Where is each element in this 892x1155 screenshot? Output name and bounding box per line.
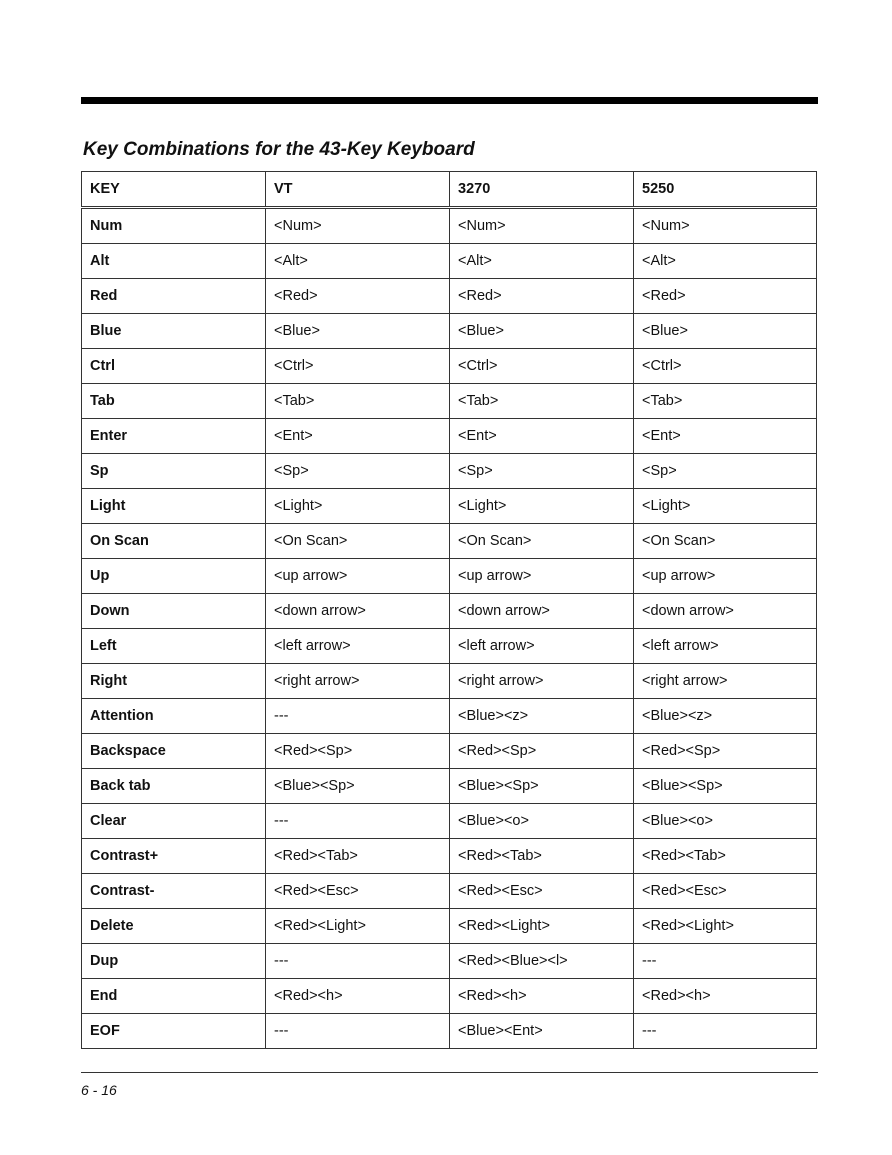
cell-vt: <Ctrl> <box>266 349 450 384</box>
cell-vt: <Alt> <box>266 244 450 279</box>
table-row <box>82 349 817 384</box>
table-row <box>82 279 817 314</box>
cell-5250: --- <box>634 1014 817 1049</box>
cell-3270: <Red> <box>450 279 634 314</box>
cell-key: Sp <box>82 454 266 489</box>
cell-3270: <Red><Esc> <box>450 874 634 909</box>
cell-key: Contrast+ <box>82 839 266 874</box>
table-row <box>82 524 817 559</box>
cell-5250: <down arrow> <box>634 594 817 629</box>
cell-5250: <left arrow> <box>634 629 817 664</box>
cell-5250: <Num> <box>634 208 817 244</box>
table-row <box>82 909 817 944</box>
table-row <box>82 244 817 279</box>
key-combinations-table <box>81 171 817 1049</box>
cell-vt: <down arrow> <box>266 594 450 629</box>
cell-key: Enter <box>82 419 266 454</box>
cell-vt: <Sp> <box>266 454 450 489</box>
cell-3270: <down arrow> <box>450 594 634 629</box>
cell-key: Right <box>82 664 266 699</box>
cell-3270: <up arrow> <box>450 559 634 594</box>
table-row <box>82 979 817 1014</box>
cell-key: Contrast- <box>82 874 266 909</box>
cell-vt: <On Scan> <box>266 524 450 559</box>
cell-key: Red <box>82 279 266 314</box>
cell-key: Num <box>82 208 266 244</box>
cell-5250: <up arrow> <box>634 559 817 594</box>
table-row <box>82 594 817 629</box>
cell-key: Dup <box>82 944 266 979</box>
cell-3270: <Light> <box>450 489 634 524</box>
cell-3270: <Red><Tab> <box>450 839 634 874</box>
cell-3270: <Red><Light> <box>450 909 634 944</box>
cell-5250: <Tab> <box>634 384 817 419</box>
cell-key: Blue <box>82 314 266 349</box>
table-header-row <box>82 172 817 208</box>
table-row <box>82 944 817 979</box>
cell-key: Down <box>82 594 266 629</box>
cell-vt: --- <box>266 944 450 979</box>
cell-3270: <Alt> <box>450 244 634 279</box>
table-row <box>82 454 817 489</box>
cell-5250: <Ctrl> <box>634 349 817 384</box>
cell-vt: <Blue><Sp> <box>266 769 450 804</box>
cell-3270: <Ctrl> <box>450 349 634 384</box>
cell-5250: <On Scan> <box>634 524 817 559</box>
cell-key: Light <box>82 489 266 524</box>
table-row <box>82 874 817 909</box>
table-row <box>82 1014 817 1049</box>
cell-key: Backspace <box>82 734 266 769</box>
cell-5250: <Blue> <box>634 314 817 349</box>
cell-5250: <Ent> <box>634 419 817 454</box>
cell-3270: <On Scan> <box>450 524 634 559</box>
cell-5250: <Red><Light> <box>634 909 817 944</box>
header-3270: 3270 <box>450 172 634 208</box>
cell-key: EOF <box>82 1014 266 1049</box>
cell-key: Clear <box>82 804 266 839</box>
cell-vt: --- <box>266 699 450 734</box>
table-row <box>82 839 817 874</box>
cell-3270: <Red><Sp> <box>450 734 634 769</box>
cell-vt: --- <box>266 804 450 839</box>
cell-key: Left <box>82 629 266 664</box>
table-row <box>82 664 817 699</box>
cell-key: End <box>82 979 266 1014</box>
cell-5250: <Alt> <box>634 244 817 279</box>
cell-3270: <Num> <box>450 208 634 244</box>
cell-5250: <Red><Tab> <box>634 839 817 874</box>
cell-3270: <left arrow> <box>450 629 634 664</box>
cell-3270: <Blue><Ent> <box>450 1014 634 1049</box>
table-row <box>82 559 817 594</box>
table-row <box>82 489 817 524</box>
cell-3270: <Red><h> <box>450 979 634 1014</box>
table-body <box>82 208 817 1049</box>
cell-vt: <Ent> <box>266 419 450 454</box>
cell-vt: <left arrow> <box>266 629 450 664</box>
cell-3270: <Blue><z> <box>450 699 634 734</box>
cell-5250: --- <box>634 944 817 979</box>
header-5250: 5250 <box>634 172 817 208</box>
cell-3270: <Blue> <box>450 314 634 349</box>
table-row <box>82 734 817 769</box>
cell-vt: <up arrow> <box>266 559 450 594</box>
table-row <box>82 419 817 454</box>
cell-vt: <Red><h> <box>266 979 450 1014</box>
cell-key: Alt <box>82 244 266 279</box>
cell-vt: <Red><Sp> <box>266 734 450 769</box>
table-row <box>82 769 817 804</box>
cell-3270: <Sp> <box>450 454 634 489</box>
cell-vt: <Blue> <box>266 314 450 349</box>
table-row <box>82 699 817 734</box>
cell-3270: <Ent> <box>450 419 634 454</box>
cell-vt: <right arrow> <box>266 664 450 699</box>
cell-3270: <right arrow> <box>450 664 634 699</box>
cell-key: Ctrl <box>82 349 266 384</box>
page-number: 6 - 16 <box>81 1082 117 1098</box>
bottom-rule <box>81 1072 818 1073</box>
cell-vt: <Red> <box>266 279 450 314</box>
cell-5250: <Blue><o> <box>634 804 817 839</box>
cell-5250: <Red> <box>634 279 817 314</box>
table-row <box>82 384 817 419</box>
cell-vt: <Red><Tab> <box>266 839 450 874</box>
cell-vt: <Red><Light> <box>266 909 450 944</box>
cell-3270: <Blue><Sp> <box>450 769 634 804</box>
table-row <box>82 208 817 244</box>
cell-5250: <right arrow> <box>634 664 817 699</box>
cell-3270: <Blue><o> <box>450 804 634 839</box>
cell-3270: <Red><Blue><l> <box>450 944 634 979</box>
top-rule <box>81 97 818 104</box>
cell-5250: <Blue><z> <box>634 699 817 734</box>
header-vt: VT <box>266 172 450 208</box>
cell-5250: <Blue><Sp> <box>634 769 817 804</box>
cell-vt: <Light> <box>266 489 450 524</box>
header-key: KEY <box>82 172 266 208</box>
cell-5250: <Sp> <box>634 454 817 489</box>
cell-key: On Scan <box>82 524 266 559</box>
cell-vt: <Tab> <box>266 384 450 419</box>
section-title: Key Combinations for the 43-Key Keyboard <box>83 139 475 160</box>
cell-vt: <Num> <box>266 208 450 244</box>
cell-5250: <Red><h> <box>634 979 817 1014</box>
table-row <box>82 314 817 349</box>
cell-key: Tab <box>82 384 266 419</box>
table-row <box>82 804 817 839</box>
cell-key: Delete <box>82 909 266 944</box>
cell-key: Up <box>82 559 266 594</box>
cell-5250: <Light> <box>634 489 817 524</box>
cell-vt: --- <box>266 1014 450 1049</box>
cell-key: Attention <box>82 699 266 734</box>
cell-vt: <Red><Esc> <box>266 874 450 909</box>
cell-3270: <Tab> <box>450 384 634 419</box>
cell-key: Back tab <box>82 769 266 804</box>
table-row <box>82 629 817 664</box>
cell-5250: <Red><Esc> <box>634 874 817 909</box>
cell-5250: <Red><Sp> <box>634 734 817 769</box>
